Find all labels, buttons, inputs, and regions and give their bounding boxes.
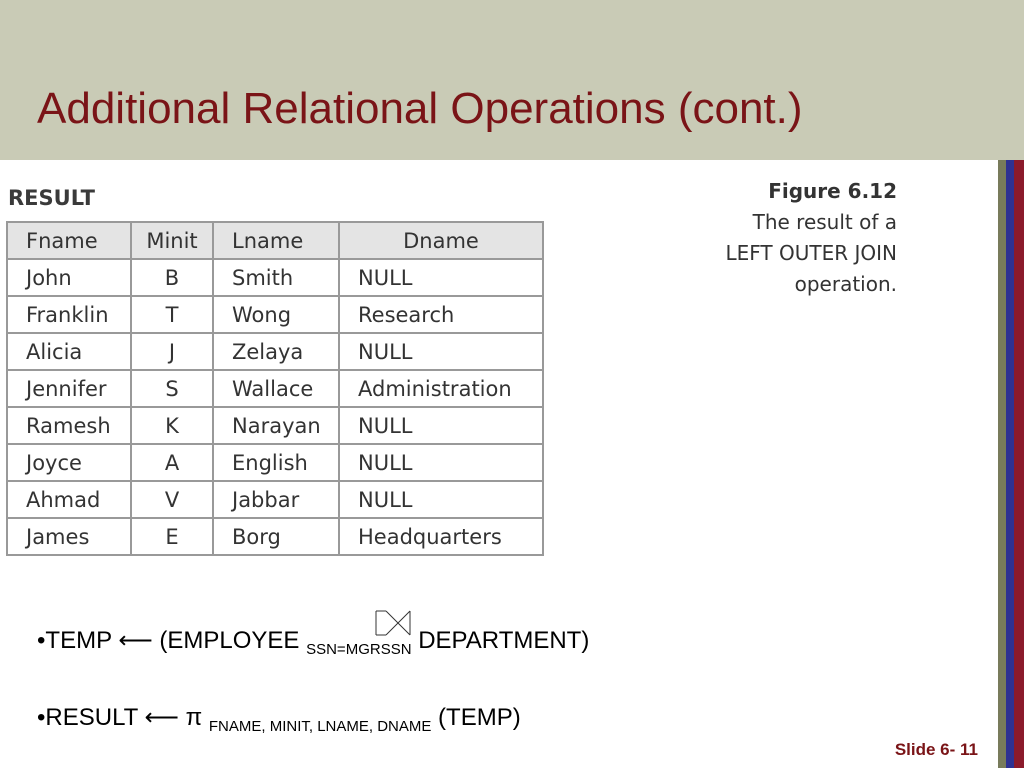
column-header: Fname: [7, 222, 131, 259]
table-cell: John: [7, 259, 131, 296]
bullet-result: [37, 703, 521, 735]
result-label: RESULT: [8, 186, 95, 210]
table-cell: A: [131, 444, 213, 481]
projection-pi: π: [178, 704, 209, 731]
caption-line: operation.: [794, 272, 897, 296]
left-outer-join-icon: [373, 608, 413, 638]
table-cell: Wallace: [213, 370, 339, 407]
header-band: [0, 0, 1024, 160]
projection-attributes: FNAME, MINIT, LNAME, DNAME: [208, 718, 432, 735]
join-condition: SSN=MGRSSN: [306, 641, 412, 658]
table-cell: Headquarters: [339, 518, 543, 555]
table-cell: Joyce: [7, 444, 131, 481]
table-cell: K: [131, 407, 213, 444]
stripe-red: [1014, 160, 1024, 768]
bullet-prefix: •TEMP: [37, 627, 119, 654]
operand-temp: (TEMP): [431, 704, 521, 731]
assign-arrow-icon: ⟵: [144, 704, 179, 731]
table-row: [7, 370, 543, 407]
result-table: [6, 221, 544, 556]
operand-department: DEPARTMENT): [411, 627, 590, 654]
assign-arrow-icon: ⟵: [118, 627, 153, 654]
caption-line: The result of a: [752, 210, 897, 234]
table-cell: English: [213, 444, 339, 481]
table-cell: NULL: [339, 444, 543, 481]
table-cell: B: [131, 259, 213, 296]
table-cell: J: [131, 333, 213, 370]
table-row: [7, 407, 543, 444]
table-row: [7, 296, 543, 333]
table-cell: Borg: [213, 518, 339, 555]
table-cell: S: [131, 370, 213, 407]
table-cell: Jabbar: [213, 481, 339, 518]
column-header: Dname: [339, 222, 543, 259]
figure-number: Figure 6.12: [768, 179, 897, 203]
table-row: [7, 481, 543, 518]
slide-title: Additional Relational Operations (cont.): [37, 84, 803, 133]
operand-employee: (EMPLOYEE: [152, 627, 307, 654]
stripe-blue: [1006, 160, 1014, 768]
table-cell: Ramesh: [7, 407, 131, 444]
table-cell: Jennifer: [7, 370, 131, 407]
side-stripes: [998, 160, 1024, 768]
bullet-prefix: •RESULT: [37, 704, 145, 731]
table-cell: T: [131, 296, 213, 333]
table-cell: Administration: [339, 370, 543, 407]
table-row: [7, 333, 543, 370]
figure-caption: [726, 176, 898, 300]
table-cell: Alicia: [7, 333, 131, 370]
table-cell: Ahmad: [7, 481, 131, 518]
bullet-temp: [37, 626, 590, 658]
table-cell: Zelaya: [213, 333, 339, 370]
caption-line: LEFT OUTER JOIN: [725, 241, 897, 265]
table-cell: James: [7, 518, 131, 555]
table-cell: Narayan: [213, 407, 339, 444]
table-cell: NULL: [339, 259, 543, 296]
table-row: [7, 259, 543, 296]
table-cell: V: [131, 481, 213, 518]
table-cell: E: [131, 518, 213, 555]
table-cell: NULL: [339, 333, 543, 370]
table-header-row: [7, 222, 543, 259]
column-header: Lname: [213, 222, 339, 259]
table-cell: NULL: [339, 407, 543, 444]
table-cell: Research: [339, 296, 543, 333]
column-header: Minit: [131, 222, 213, 259]
table-cell: Smith: [213, 259, 339, 296]
slide-number: Slide 6- 11: [894, 740, 978, 759]
table-cell: Wong: [213, 296, 339, 333]
table-row: [7, 518, 543, 555]
table-cell: NULL: [339, 481, 543, 518]
table-row: [7, 444, 543, 481]
stripe-olive: [998, 160, 1006, 768]
table-cell: Franklin: [7, 296, 131, 333]
